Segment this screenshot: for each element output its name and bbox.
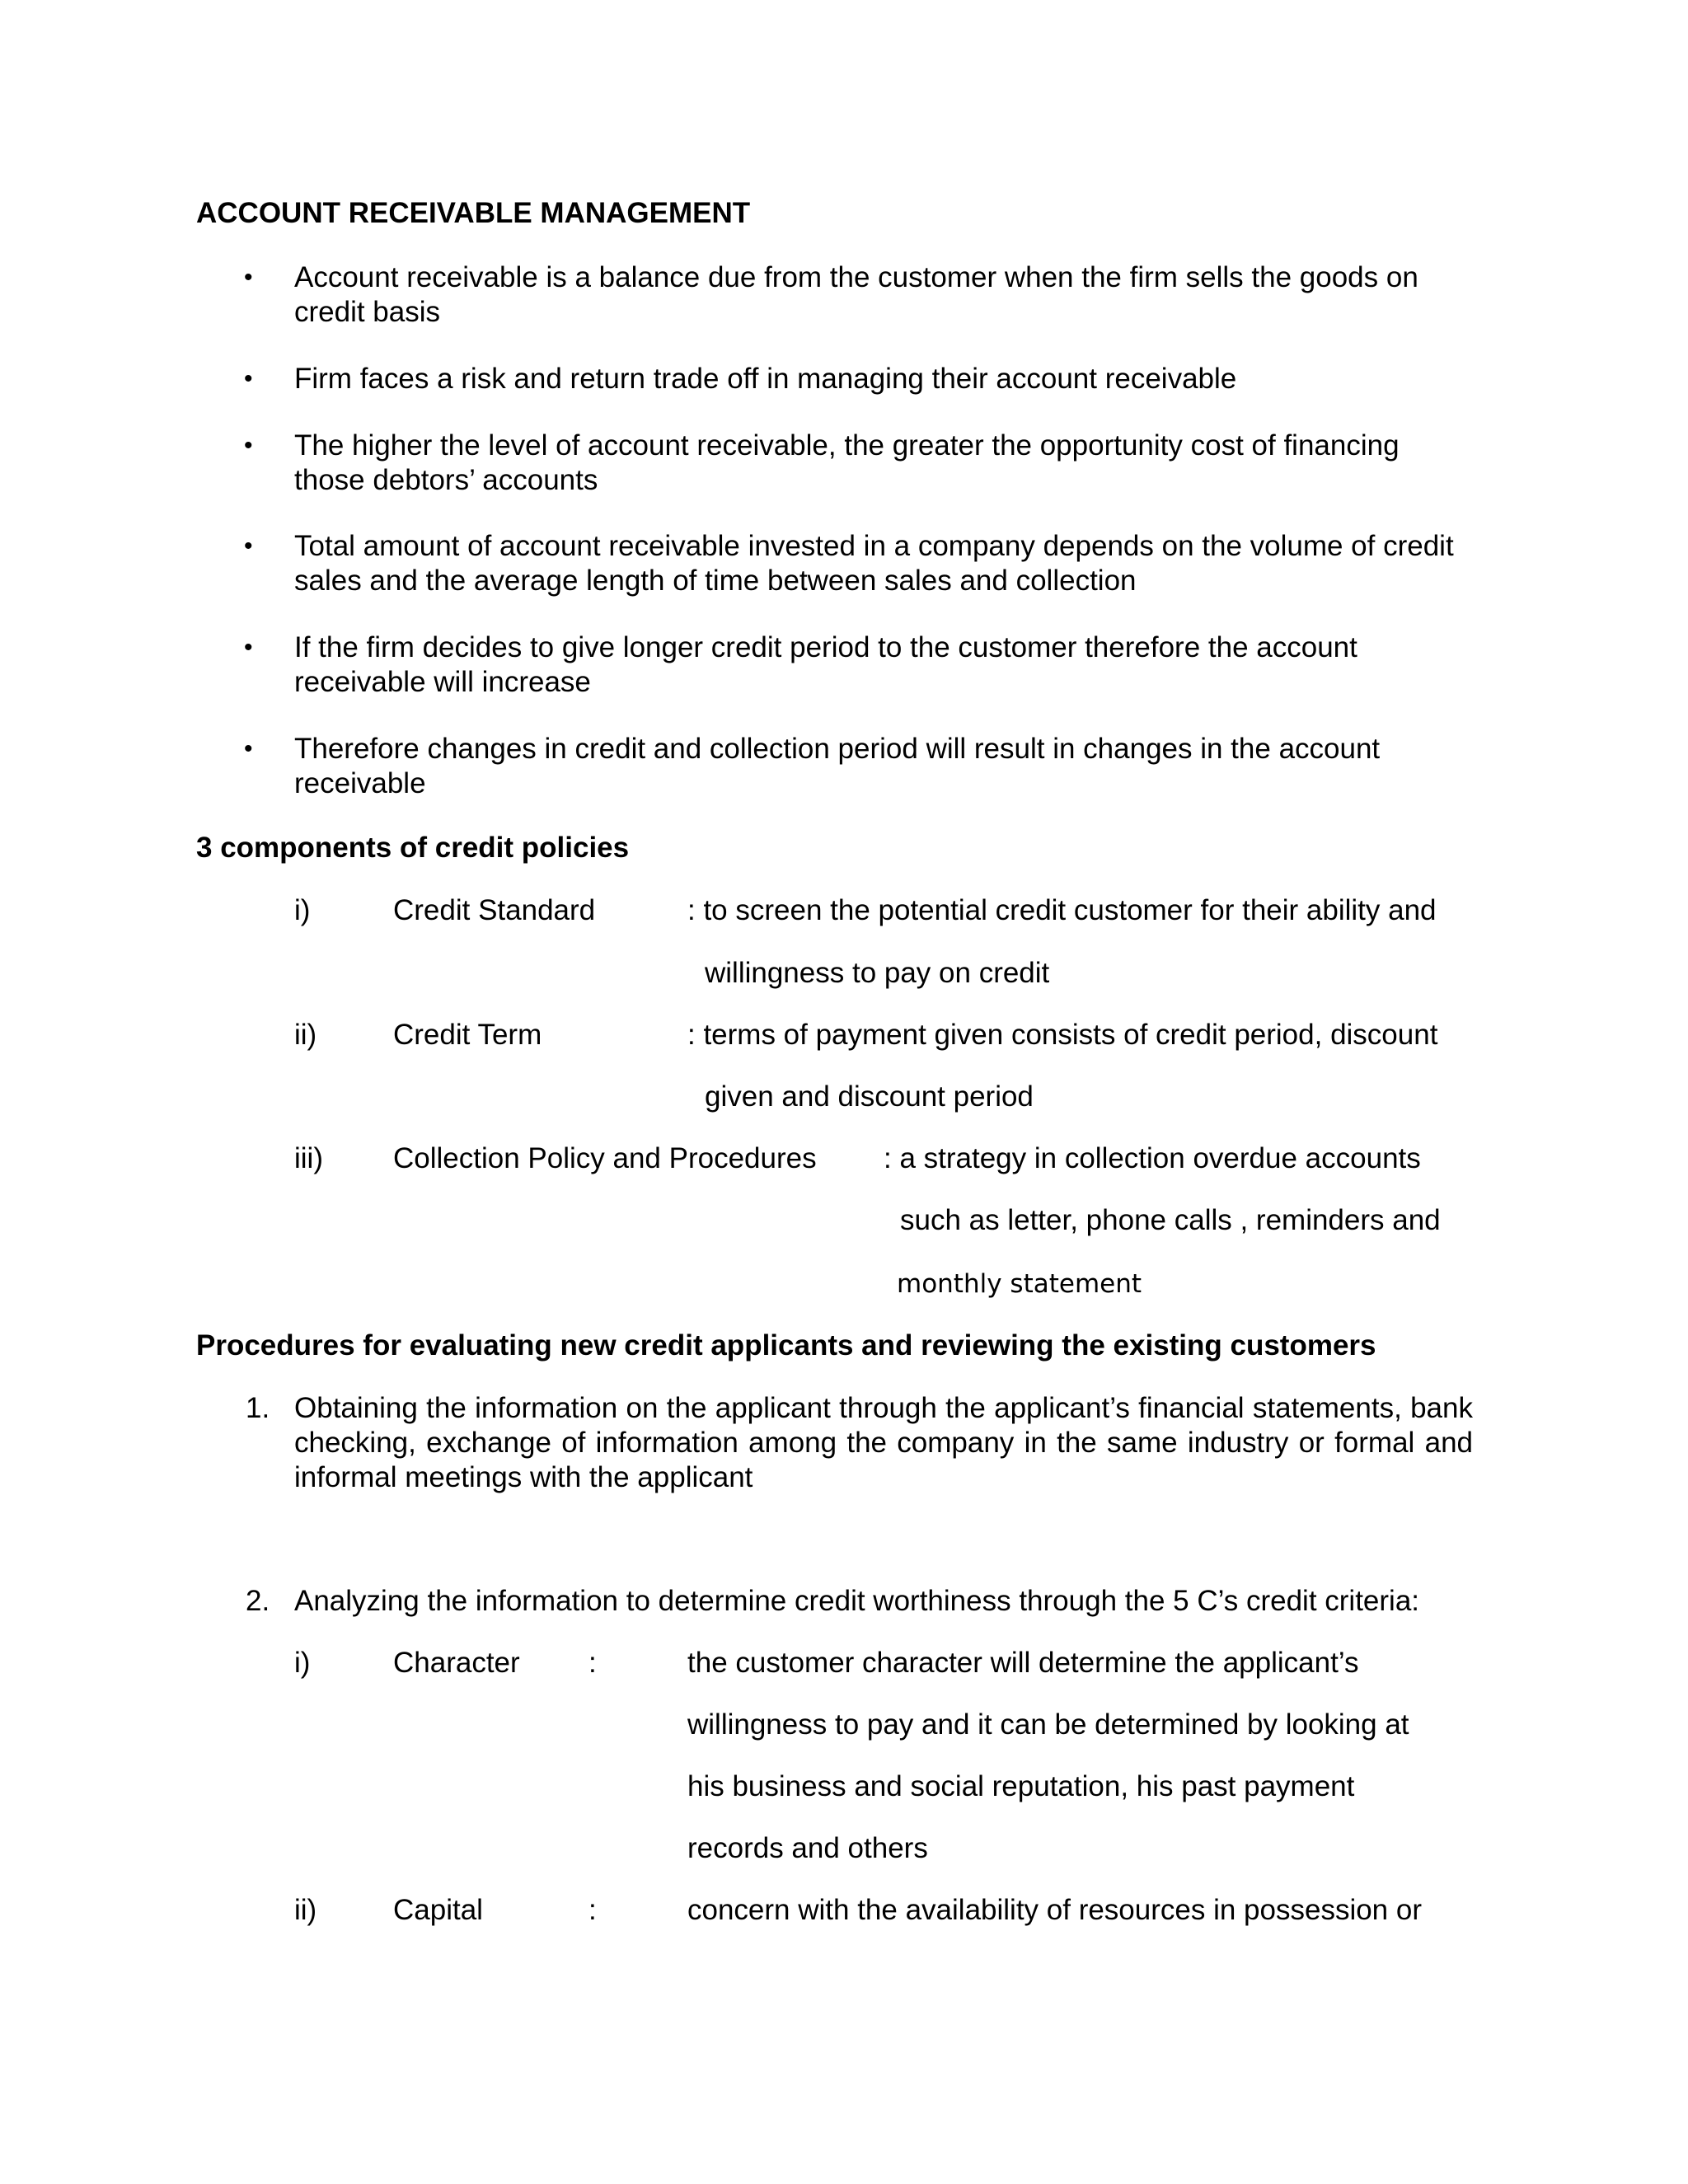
- list-number: ii): [294, 1894, 317, 1926]
- criteria-description: willingness to pay and it can be determined by looking at: [687, 1708, 1409, 1741]
- list-number: 1.: [246, 1392, 270, 1424]
- policy-description: : terms of payment given consists of credit period, discount: [687, 1019, 1438, 1051]
- policy-term: Credit Term: [393, 1019, 542, 1051]
- bullet-icon: •: [244, 365, 253, 392]
- policy-description: : a strategy in collection overdue accounts: [884, 1142, 1421, 1174]
- criteria-colon: :: [588, 1894, 597, 1926]
- section-heading-credit-policies: 3 components of credit policies: [196, 832, 630, 864]
- policy-description: : to screen the potential credit customer for their ability and: [687, 894, 1437, 926]
- criteria-term: Character: [393, 1647, 520, 1679]
- bullet-icon: •: [244, 432, 253, 459]
- list-item: Analyzing the information to determine credit worthiness through the 5 C’s credit criteria:: [294, 1585, 1420, 1617]
- list-item: Obtaining the information on the applicant through the applicant’s financial statements, bank checking, exchange of information among the company in the same industry or formal and informal meetings with the applicant: [294, 1392, 1473, 1493]
- criteria-colon: :: [588, 1647, 597, 1679]
- list-number: ii): [294, 1019, 317, 1051]
- criteria-description: the customer character will determine the applicant’s: [687, 1647, 1359, 1679]
- list-number: iii): [294, 1142, 323, 1174]
- criteria-description: records and others: [687, 1832, 928, 1864]
- bullet-icon: •: [244, 264, 253, 291]
- bullet-icon: •: [244, 634, 253, 661]
- list-item: Total amount of account receivable invested in a company depends on the volume of credit sales and the average length of time between sales and collection: [294, 530, 1454, 597]
- list-number: 2.: [246, 1585, 270, 1617]
- list-item: The higher the level of account receivable, the greater the opportunity cost of financing those debtors’ accounts: [294, 429, 1400, 496]
- list-item: Firm faces a risk and return trade off in managing their account receivable: [294, 363, 1237, 395]
- list-item: Account receivable is a balance due from the customer when the firm sells the goods on credit basis: [294, 261, 1418, 328]
- criteria-description: concern with the availability of resources in possession or: [687, 1894, 1422, 1926]
- section-heading-procedures: Procedures for evaluating new credit applicants and reviewing the existing customers: [196, 1329, 1376, 1361]
- list-number: i): [294, 894, 311, 926]
- policy-description: such as letter, phone calls , reminders and: [900, 1204, 1441, 1236]
- list-number: i): [294, 1647, 311, 1679]
- bullet-icon: •: [244, 735, 253, 762]
- policy-term: Collection Policy and Procedures: [393, 1142, 817, 1174]
- policy-term: Credit Standard: [393, 894, 596, 926]
- policy-description: given and discount period: [705, 1080, 1034, 1113]
- policy-description: willingness to pay on credit: [705, 957, 1050, 989]
- list-item: If the firm decides to give longer credit period to the customer therefore the account receivable will increase: [294, 631, 1357, 698]
- bullet-icon: •: [244, 532, 253, 560]
- document-title: ACCOUNT RECEIVABLE MANAGEMENT: [196, 197, 751, 229]
- criteria-term: Capital: [393, 1894, 483, 1926]
- list-item: Therefore changes in credit and collection period will result in changes in the account receivable: [294, 733, 1381, 799]
- policy-description: monthly statement: [897, 1269, 1142, 1299]
- criteria-description: his business and social reputation, his past payment: [687, 1770, 1355, 1802]
